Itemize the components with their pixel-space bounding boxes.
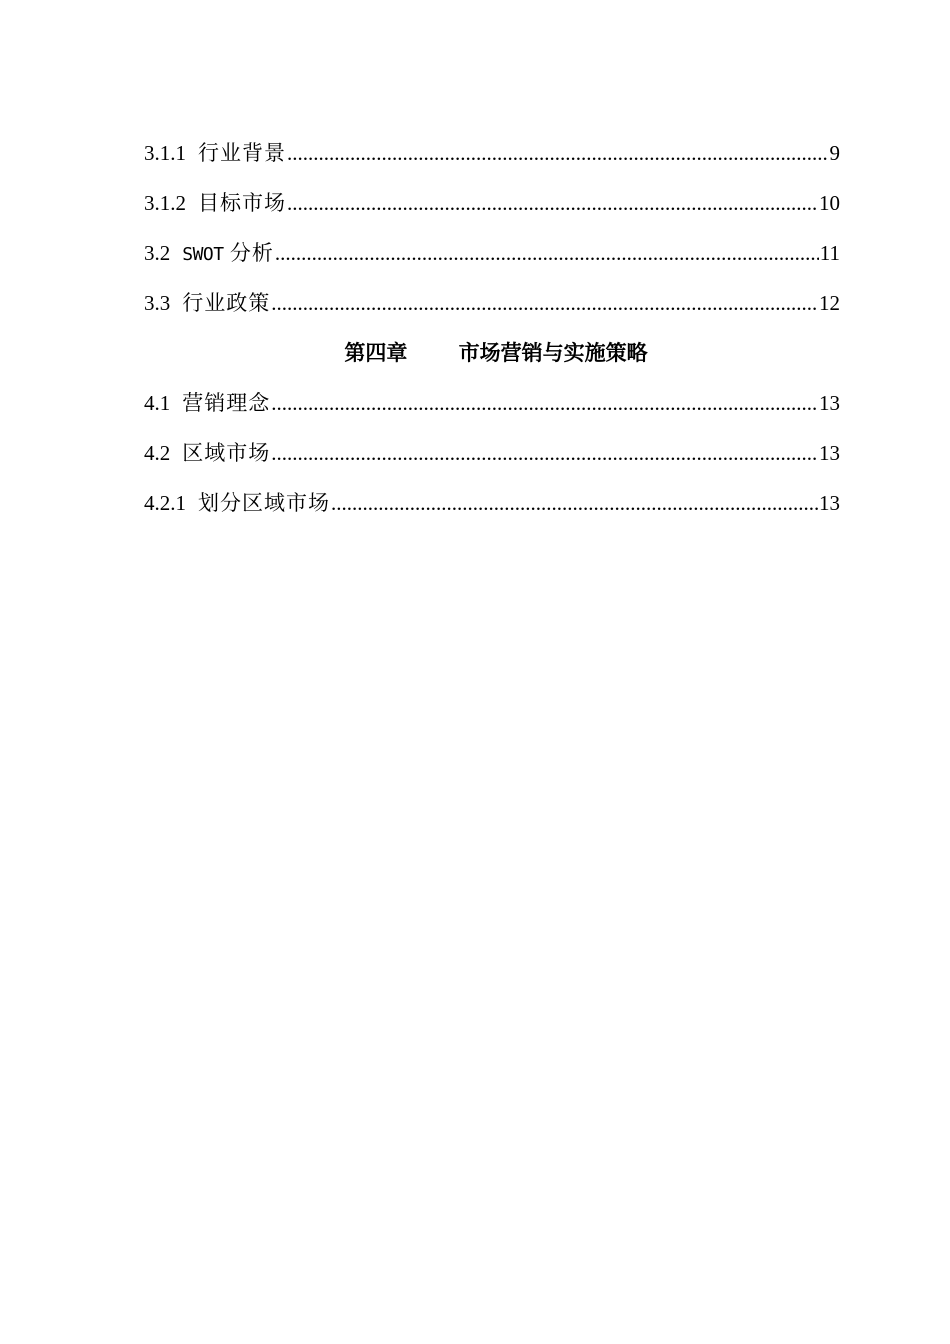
- toc-dot-leader: [271, 284, 818, 322]
- toc-entry-page: 13: [819, 441, 840, 465]
- toc-entry-number: 3.1.2: [144, 191, 186, 215]
- toc-dot-leader: [275, 234, 819, 272]
- toc-entry-title: 区域市场: [182, 441, 271, 465]
- toc-dot-leader: [287, 134, 829, 172]
- chapter-label: 第四章: [344, 341, 408, 365]
- toc-entry-3-3[interactable]: [144, 284, 840, 334]
- toc-entry-title: 行业背景: [198, 141, 286, 165]
- toc-entry-3-2[interactable]: [144, 234, 840, 284]
- toc-entry-title: 划分区域市场: [198, 491, 330, 515]
- toc-chapter-heading[interactable]: [144, 334, 840, 384]
- toc-dot-leader: [271, 434, 818, 472]
- toc-entry-title: 目标市场: [198, 191, 286, 215]
- toc-entry-page: 13: [819, 391, 840, 415]
- toc-entry-number: 3.2: [144, 241, 171, 265]
- toc-entry-number: 4.2.1: [144, 491, 186, 515]
- toc-entry-number: 3.3: [144, 291, 171, 315]
- toc-entry-page: 13: [819, 491, 840, 515]
- toc-entry-page: 11: [819, 241, 840, 265]
- toc-dot-leader: [287, 184, 818, 222]
- toc-entry-4-1[interactable]: [144, 384, 840, 434]
- toc-entry-page: 10: [819, 191, 840, 215]
- toc-entry-page: 12: [819, 291, 840, 315]
- toc-entry-title: 行业政策: [182, 291, 271, 315]
- toc-entry-title-group: [182, 234, 274, 274]
- toc-entry-title: 营销理念: [182, 391, 271, 415]
- toc-entry-page: 9: [829, 141, 840, 165]
- toc-entry-number: 4.1: [144, 391, 171, 415]
- toc-dot-leader: [271, 384, 818, 422]
- toc-entry-number: 4.2: [144, 441, 171, 465]
- toc-entry-4-2-1[interactable]: [144, 484, 840, 534]
- toc-entry-3-1-2[interactable]: [144, 184, 840, 234]
- toc-entry-title-prefix: SWOT: [182, 244, 224, 265]
- table-of-contents: [144, 134, 840, 534]
- chapter-title: 市场营销与实施策略: [458, 341, 648, 365]
- toc-entry-3-1-1[interactable]: [144, 134, 840, 184]
- toc-dot-leader: [331, 484, 818, 522]
- toc-entry-title: 分析: [229, 241, 274, 265]
- toc-entry-4-2[interactable]: [144, 434, 840, 484]
- toc-entry-number: 3.1.1: [144, 141, 186, 165]
